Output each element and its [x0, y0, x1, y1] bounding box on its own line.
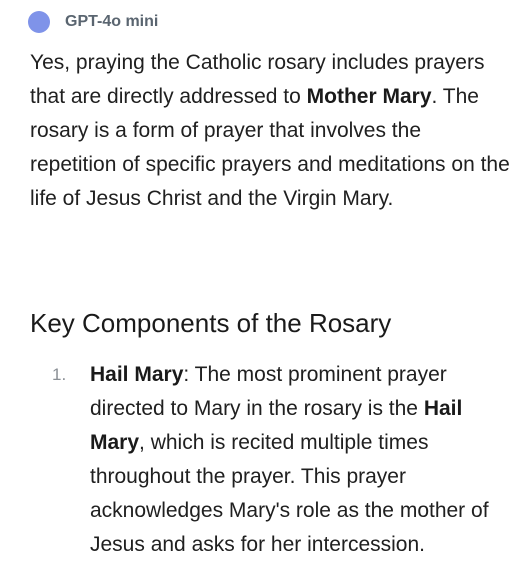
intro-text-1: Yes, praying the Catholic rosary includes prayers that are directly addressed to: [30, 51, 485, 108]
list-item-text-1: : The most prominent prayer directed to Mary in the rosary is the: [90, 363, 447, 420]
list-number: 1.: [52, 365, 67, 384]
list-item-text-2: , which is recited multiple times throughout the prayer. This prayer acknowledges Mary's role as the mother of Jesus and asks for her intercession.: [90, 431, 489, 556]
intro-bold-1: Mother Mary: [306, 85, 432, 108]
intro-text-2: . The rosary is a form of prayer that involves the repetition of specific prayers and meditations on the life of Jesus Christ and the Virgin Mary.: [30, 85, 510, 210]
model-avatar-icon: [28, 11, 50, 33]
model-name: GPT-4o mini: [65, 13, 159, 30]
section-heading: Key Components of the Rosary: [30, 308, 392, 338]
list-item-title: Hail Mary: [90, 363, 184, 386]
message-header: [28, 9, 158, 35]
list-item-text: [90, 358, 510, 562]
intro-paragraph: [30, 46, 510, 216]
list-item-bold-1: Hail Mary: [90, 397, 463, 454]
